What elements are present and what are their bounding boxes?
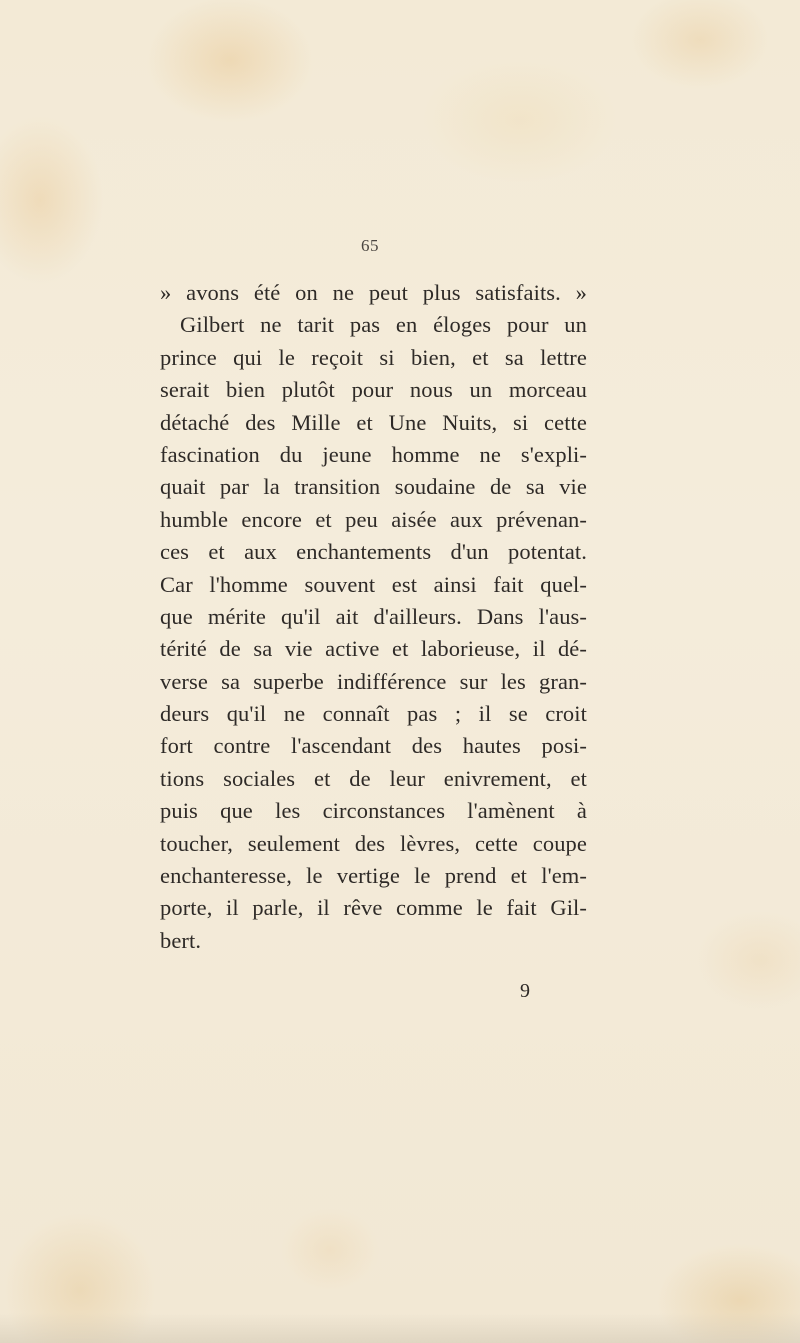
text-line: verse sa superbe indifférence sur les gran- [160, 668, 587, 694]
text-line: prince qui le reçoit si bien, et sa lettre [160, 344, 587, 370]
text-line: térité de sa vie active et laborieuse, il dé- [160, 636, 587, 662]
text-line: deurs qu'il ne connaît pas ; il se croit [160, 701, 587, 727]
text-line: quait par la transition soudaine de sa vie [160, 474, 587, 500]
text-line: tions sociales et de leur enivrement, et [160, 765, 587, 791]
text-line: porte, il parle, il rêve comme le fait Gil- [160, 895, 587, 921]
text-line: serait bien plutôt pour nous un morceau [160, 377, 587, 403]
text-line: enchanteresse, le vertige le prend et l'em- [160, 863, 587, 889]
text-line: Car l'homme souvent est ainsi fait quel- [160, 571, 587, 597]
body-text [160, 277, 587, 957]
text-line: » avons été on ne peut plus satisfaits. » [160, 280, 587, 305]
text-line: humble encore et peu aisée aux prévenan- [160, 506, 587, 532]
page-edge-shadow [0, 1313, 800, 1343]
page-number: 65 [361, 236, 379, 255]
text-line: bert. [160, 927, 202, 953]
text-line: Gilbert ne tarit pas en éloges pour un [180, 312, 587, 338]
text-line: ces et aux enchantements d'un potentat. [160, 539, 587, 565]
text-line: fort contre l'ascendant des hautes posi- [160, 733, 587, 759]
signature-mark: 9 [520, 980, 530, 1002]
text-line: détaché des Mille et Une Nuits, si cette [160, 409, 587, 435]
text-line: que mérite qu'il ait d'ailleurs. Dans l'aus- [160, 603, 587, 629]
text-line: puis que les circonstances l'amènent à [160, 798, 587, 824]
text-line: toucher, seulement des lèvres, cette coupe [160, 830, 587, 856]
text-line: fascination du jeune homme ne s'expli- [160, 441, 587, 467]
